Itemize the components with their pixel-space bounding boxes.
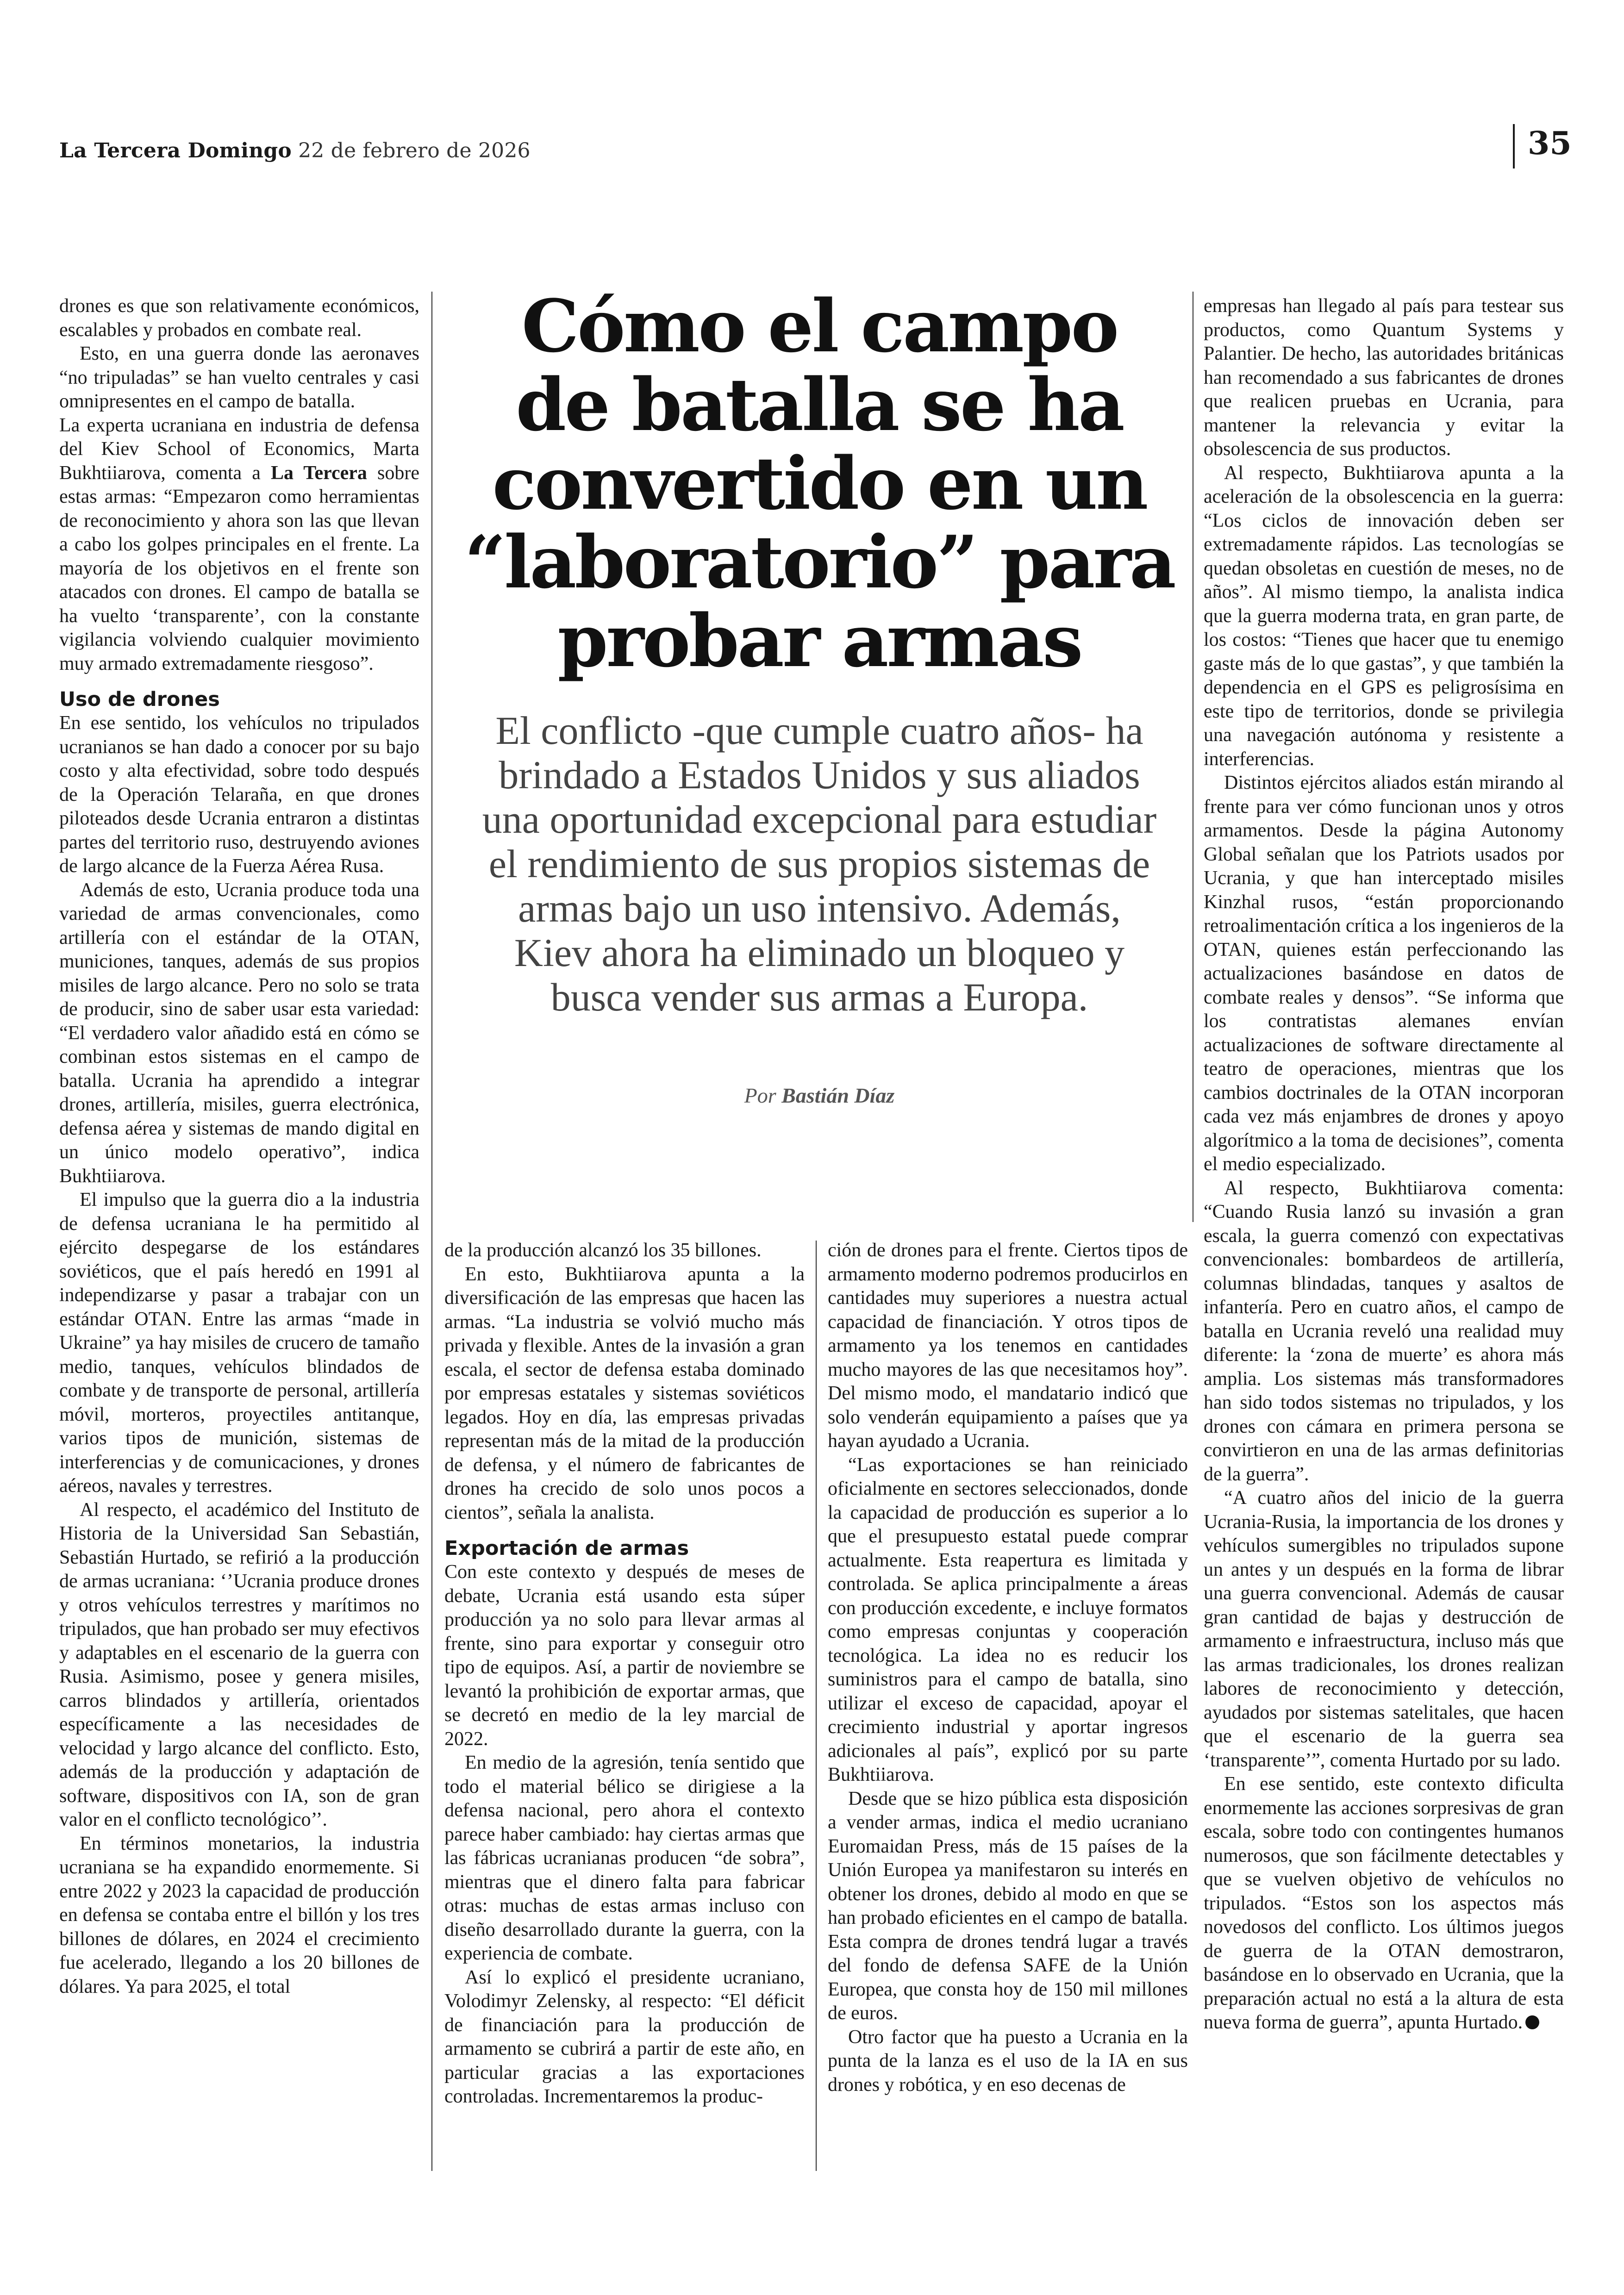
end-of-article-icon [1525, 2015, 1539, 2029]
publication-name: La Tercera [270, 462, 367, 484]
column-rule [431, 292, 432, 2171]
headline [458, 284, 1181, 683]
byline [477, 1083, 1162, 1108]
paragraph: El impulso que la guerra dio a la industria de defensa ucraniana le ha permitido al ejército despegarse de los estándares soviéticos, que el país heredó en 1991 al independizarse y pasar a trabajar con un estándar OTAN. Entre las armas “made in Ukraine” ya hay misiles de crucero de tamaño medio, tanques, vehículos blindados de combate y de transporte de personal, artillería móvil, morteros, proyectiles antitanque, varios tipos de munición, sistemas de interferencias y de comunicaciones, y drones aéreos, navales y terrestres. [59, 1189, 419, 1497]
paragraph: En ese sentido, los vehículos no tripulados ucranianos se han dado a conocer por su bajo costo y alta efectividad, sobre todo después de la Operación Telaraña, en que drones piloteados desde Ucrania entraron a distintas partes del territorio ruso, destruyendo aviones de largo alcance de la Fuerza Aérea Rusa. [59, 712, 419, 877]
issue-date: 22 de febrero de 2026 [298, 139, 531, 162]
paragraph: Otro factor que ha puesto a Ucrania en la punta de la lanza es el uso de la IA en sus drones y robótica, y en eso decenas de [828, 2026, 1188, 2095]
paragraph: drones es que son relativamente económicos, escalables y probados en combate real. [59, 295, 419, 341]
paragraph: empresas han llegado al país para testear sus productos, como Quantum Systems y Palantier. De hecho, las autoridades británicas han recomendado a sus fabricantes de drones que realicen pruebas en Ucrania, para mantener la relevancia y evitar la obsolescencia de sus productos. [1204, 295, 1564, 460]
paragraph: Distintos ejércitos aliados están mirando al frente para ver cómo funcionan unos y otros armamentos. Desde la página Autonomy Global señalan que los Patriots usados por Ucrania, y que han interceptado misiles Kinzhal rusos, “están proporcionando retroalimentación crítica a los ingenieros de la OTAN, quienes están perfeccionando las actualizaciones basándose en datos de combate reales y densos”. “Se informa que los contratistas alemanes envían actualizaciones de software directamente al teatro de operaciones, mientras que los cambios doctrinales de la OTAN incorporan cada vez más enjambres de drones y apoyo algorítmico a la toma de decisiones”, comenta el medio especializado. [1204, 772, 1564, 1175]
headline-line: convertido en un [492, 441, 1147, 526]
paragraph: “A cuatro años del inicio de la guerra Ucrania-Rusia, la importancia de los drones y vehículos sumergibles no tripulados supone un antes y un después en la forma de librar una guerra convencional. Además de causar gran cantidad de bajas y destrucción de armamento e infraestructura, incluso más que las armas tradicionales, los drones realizan labores de reconocimiento y detección, ayudados por sistemas satelitales, que hacen que el escenario de la guerra sea ‘transparente’”, comenta Hurtado por su lado. [1204, 1487, 1564, 1771]
paragraph: Además de esto, Ucrania produce toda una variedad de armas convencionales, como artillería con el estándar de la OTAN, municiones, tanques, además de sus propios misiles de largo alcance. Pero no solo se trata de producir, sino de saber usar esta variedad: “El verdadero valor añadido está en cómo se combinan estos sistemas en el campo de batalla. Ucrania ha aprendido a integrar drones, artillería, misiles, guerra electrónica, defensa aérea y sistemas de mando digital en un único modelo operativo”, indica Bukhtiiarova. [59, 879, 419, 1187]
text-run: En ese sentido, este contexto dificulta enormemente las acciones sorpresivas de gran escala, sobre todo con contingentes humanos numerosos, que son fácilmente detectables y que se vuelven objetivo de vehículos no tripulados. “Estos son los aspectos más novedosos del conflicto. Los últimos juegos de guerra de la OTAN demostraron, basándose en lo observado en Ucrania, que la preparación actual no está a la altura de esta nueva forma de guerra”, apunta Hurtado. [1204, 1773, 1564, 2033]
paragraph: En términos monetarios, la industria ucraniana se ha expandido enormemente. Si entre 2022 y 2023 la capacidad de producción en defensa se contaba entre el billón y los tres billones de dólares, en 2024 el crecimiento fue acelerado, llegando a los 20 billones de dólares. Ya para 2025, el total [59, 1833, 419, 1997]
text-run: sobre estas armas: “Empezaron como herramientas de reconocimiento y ahora son las que llevan a cabo los golpes principales en el frente. La mayoría de los objetivos en el frente son atacados con drones. El campo de batalla se ha vuelto ‘transparente’, con la constante vigilancia volviendo cualquier movimiento muy armado extremadamente riesgoso”. [59, 462, 419, 674]
subheading-uso-de-drones: Uso de drones [59, 688, 220, 711]
paragraph: En esto, Bukhtiiarova apunta a la diversificación de las empresas que hacen las armas. “La industria se volvió mucho más privada y flexible. Antes de la invasión a gran escala, el sector de defensa estaba dominado por empresas estatales y sistemas soviéticos legados. Hoy en día, las empresas privadas representan más de la mitad de la producción de defensa, y el número de fabricantes de drones ha crecido de solo unos pocos a cientos”, señala la analista. [444, 1263, 805, 1523]
article-column-2 [444, 1239, 805, 2174]
article-column-4 [1204, 294, 1564, 2174]
paragraph: Al respecto, Bukhtiiarova comenta: “Cuando Rusia lanzó su invasión a gran escala, la guerra comenzó con expectativas convencionales: bombardeos de artillería, columnas blindadas, tanques y asaltos de infantería. Pero en cuatro años, el campo de batalla en Ucrania reveló una realidad muy diferente: la ‘zona de muerte’ es ahora más amplia. Los sistemas más transformadores han sido todos sistemas no tripulados, y los drones con cámara en primera persona se convirtieron en una de las armas definitorias de la guerra”. [1204, 1177, 1564, 1485]
paragraph: “Las exportaciones se han reiniciado oficialmente en sectores seleccionados, donde la capacidad de producción es superior a lo que el presupuesto estatal puede comprar actualmente. Esta reapertura es limitada y controlada. Se aplica principalmente a áreas con producción excedente, e incluye formatos como empresas conjuntas y cooperación tecnológica. La idea no es reducir los suministros para el campo de batalla, sino utilizar el exceso de capacidad, apoyar el crecimiento industrial y aportar ingresos adicionales al país”, explicó por su parte Bukhtiiarova. [828, 1454, 1188, 1785]
page-number: 35 [1528, 125, 1572, 162]
paragraph: Desde que se hizo pública esta disposición a vender armas, indica el medio ucraniano Euromaidan Press, más de 15 países de la Unión Europea ya manifestaron su interés en obtener los drones, debido al modo en que se han probado eficientes en el campo de batalla. Esta compra de drones tendrá lugar a través del fondo de defensa SAFE de la Unión Europea, que consta hoy de 150 mil millones de euros. [828, 1788, 1188, 2024]
column-rule [816, 1241, 817, 2171]
deck: El conflicto -que cumple cuatro años- ha brindado a Estados Unidos y sus aliados una oportunidad excepcional para estudiar el rendimiento de sus propios sistemas de armas bajo un uso intensivo. Además, Kiev ahora ha eliminado un bloqueo y busca vender sus armas a Europa. [482, 708, 1157, 1019]
paragraph: En medio de la agresión, tenía sentido que todo el material bélico se dirigiese a la defensa nacional, pero ahora el contexto parece haber cambiado: hay ciertas armas que las fábricas ucranianas producen “de sobra”, mientras que el dinero falta para fabricar otras: muchas de estas armas incluso con diseño desarrollado durante la guerra, con la experiencia de combate. [444, 1752, 805, 1964]
paragraph: de la producción alcanzó los 35 billones. [444, 1240, 762, 1261]
headline-line: probar armas [557, 599, 1081, 683]
byline-prefix: Por [744, 1084, 776, 1107]
paragraph: Con este contexto y después de meses de debate, Ucrania está usando esta súper producción ya no solo para llevar armas al frente, sino para exportar y conseguir otro tipo de equipos. Así, a partir de noviembre se levantó la prohibición de exportar armas, que se decretó en medio de la ley marcial de 2022. [444, 1561, 805, 1750]
subheading-exportacion-de-armas: Exportación de armas [444, 1537, 689, 1560]
paragraph [1204, 1772, 1564, 2035]
headline-line: Cómo el campo [521, 284, 1118, 368]
headline-line: de batalla se ha [516, 362, 1123, 447]
page-header [59, 139, 531, 162]
paragraph [59, 414, 419, 676]
newspaper-name: La Tercera Domingo [59, 139, 292, 162]
article-column-3 [828, 1239, 1188, 2174]
paragraph: Así lo explicó el presidente ucraniano, Volodimyr Zelensky, al respecto: “El déficit de financiación para la producción de armamento se cubrirá a partir de este año, en particular gracias a las exportaciones controladas. Incrementaremos la produc- [444, 1966, 805, 2107]
paragraph: Al respecto, Bukhtiiarova apunta a la aceleración de la obsolescencia en la guerra: “Los ciclos de innovación deben ser extremadamente rápidos. Las tecnologías se quedan obsoletas en cuestión de meses, no de años”. Al mismo tiempo, la analista indica que la guerra moderna trata, en gran parte, de los costos: “Tienes que hacer que tu enemigo gaste más de lo que gastas”, y que también la dependencia en el GPS es peligrosísima en este tipo de territorios, donde se privilegia una navegación autónoma y resistente a interferencias. [1204, 462, 1564, 770]
paragraph: Esto, en una guerra donde las aeronaves “no tripuladas” se han vuelto centrales y casi omnipresentes en el campo de batalla. [59, 343, 419, 412]
paragraph: ción de drones para el frente. Ciertos tipos de armamento moderno podremos producirlos en cantidades muy superiores a nuestra actual capacidad de financiación. Y otros tipos de armamento ya los tenemos en cantidades mucho mayores de las que necesitamos hoy”. Del mismo modo, el mandatario indicó que solo venderán equipamiento a países que ya hayan ayudado a Ucrania. [828, 1240, 1188, 1452]
byline-author: Bastián Díaz [781, 1084, 895, 1107]
article-column-1 [59, 294, 419, 2174]
paragraph: Al respecto, el académico del Instituto de Historia de la Universidad San Sebastián, Sebastián Hurtado, se refirió a la producción de armas ucraniana: ‘’Ucrania produce drones y otros vehículos terrestres y marítimos no tripulados, que han probado ser muy efectivos y adaptables en el escenario de la guerra con Rusia. Asimismo, posee y genera misiles, carros blindados y artillería, orientados específicamente a las necesidades de velocidad y largo alcance del conflicto. Esto, además de la producción y adaptación de software, dispositivos con IA, son de gran valor en el conflicto tecnológico’’. [59, 1499, 419, 1830]
text-run: La experta ucraniana en industria de defensa del Kiev School of Economics, Marta Bukhtiiarova, comenta a [59, 414, 419, 484]
headline-line: “laboratorio” para [464, 520, 1174, 605]
